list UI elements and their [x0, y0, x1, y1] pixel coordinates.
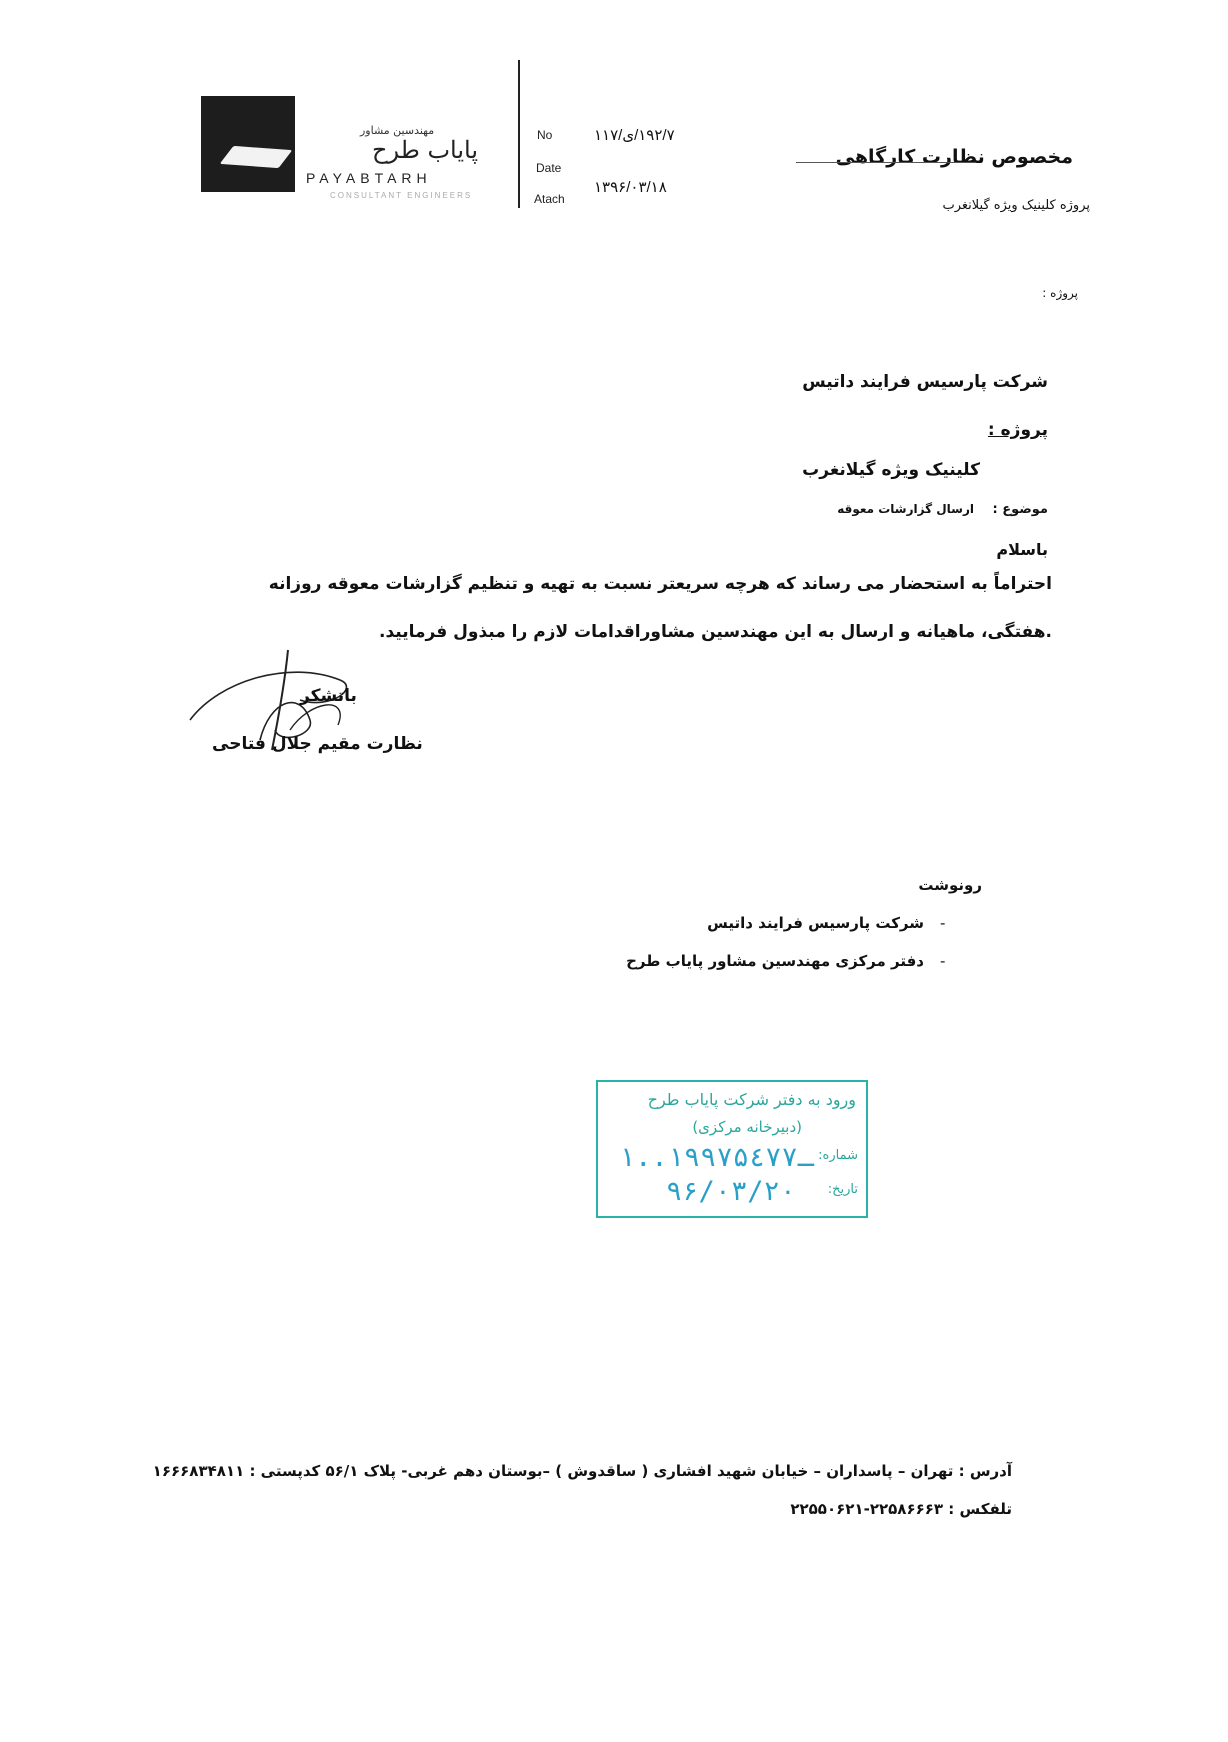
footer-phone: تلفکس : ۲۲۵۸۶۶۶۳-۲۲۵۵۰۶۲۱ — [790, 1500, 1012, 1518]
signatory: نظارت مقیم جلال فتاحی — [212, 734, 423, 754]
stamp-date-label: تاریخ: — [827, 1182, 858, 1197]
cc-title: رونوشت — [918, 876, 982, 894]
footer-address: آدرس : تهران – پاسداران – خیابان شهید افشاری ( ساقدوش ) –بوستان دهم غربی- پلاک ۵۶/۱ کدپستی : ۱۶۶۶۸۳۴۸۱۱ — [152, 1462, 1012, 1480]
body-line-1: احتراماً به استحضار می رساند که هرچه سریعتر نسبت به تهیه و تنظیم گزارشات معوقه روزانه — [268, 574, 1052, 594]
subject: ارسال گزارشات معوقه — [837, 502, 974, 516]
cc-item-2: دفتر مرکزی مهندسین مشاور پایاب طرح — [626, 952, 924, 970]
stamp-date: ۹۶/۰۳/۲۰ — [665, 1176, 796, 1207]
payabtarh-logo-mark — [201, 96, 295, 192]
recipient: شرکت پارسیس فرایند داتیس — [802, 372, 1048, 392]
cc-dash: - — [940, 914, 946, 932]
attach-label: Atach — [534, 192, 565, 206]
stamp-number: ۱..۱۹۹ـ۷۵٤۷۷ — [618, 1142, 814, 1173]
heading-underline — [796, 162, 976, 163]
project-label: پروژه : — [987, 420, 1048, 440]
logo-name-en: PAYABTARH — [306, 170, 432, 186]
date-label: Date — [536, 161, 562, 175]
received-stamp — [596, 1080, 868, 1218]
stamp-number-label: شماره: — [818, 1148, 858, 1163]
header-project-line: پروژه کلینیک ویژه گیلانغرب — [942, 198, 1090, 213]
stamp-title: ورود به دفتر شرکت پایاب طرح — [647, 1090, 856, 1109]
project-name: کلینیک ویژه گیلانغرب — [802, 460, 980, 480]
logo-subtitle-fa: مهندسین مشاور — [360, 124, 435, 137]
body-line-2: .هفتگی، ماهیانه و ارسال به این مهندسین مشاوراقدامات لازم را مبذول فرمایید. — [379, 622, 1052, 642]
project-label-small: پروژه : — [1042, 286, 1078, 300]
header-divider — [518, 60, 520, 208]
stamp-subtitle: (دبیرخانه مرکزی) — [692, 1118, 802, 1136]
cc-dash: - — [940, 952, 946, 970]
subject-label: موضوع : — [992, 502, 1048, 517]
confidential-heading: مخصوص نظارت کارگاهی — [835, 146, 1073, 168]
logo-tagline-en: CONSULTANT ENGINEERS — [330, 191, 473, 200]
letter-date: ۱۳۹۶/۰۳/۱۸ — [594, 179, 667, 196]
no-label: No — [537, 128, 553, 142]
logo-name-fa: پایاب طرح — [372, 136, 479, 164]
closing: باتشکر — [300, 686, 357, 706]
cc-item-1: شرکت پارسیس فرایند داتیس — [707, 914, 924, 932]
letter-number: ۱۹۲/۷/ی/۱۱۷ — [594, 127, 675, 144]
greeting: باسلام — [996, 540, 1048, 559]
